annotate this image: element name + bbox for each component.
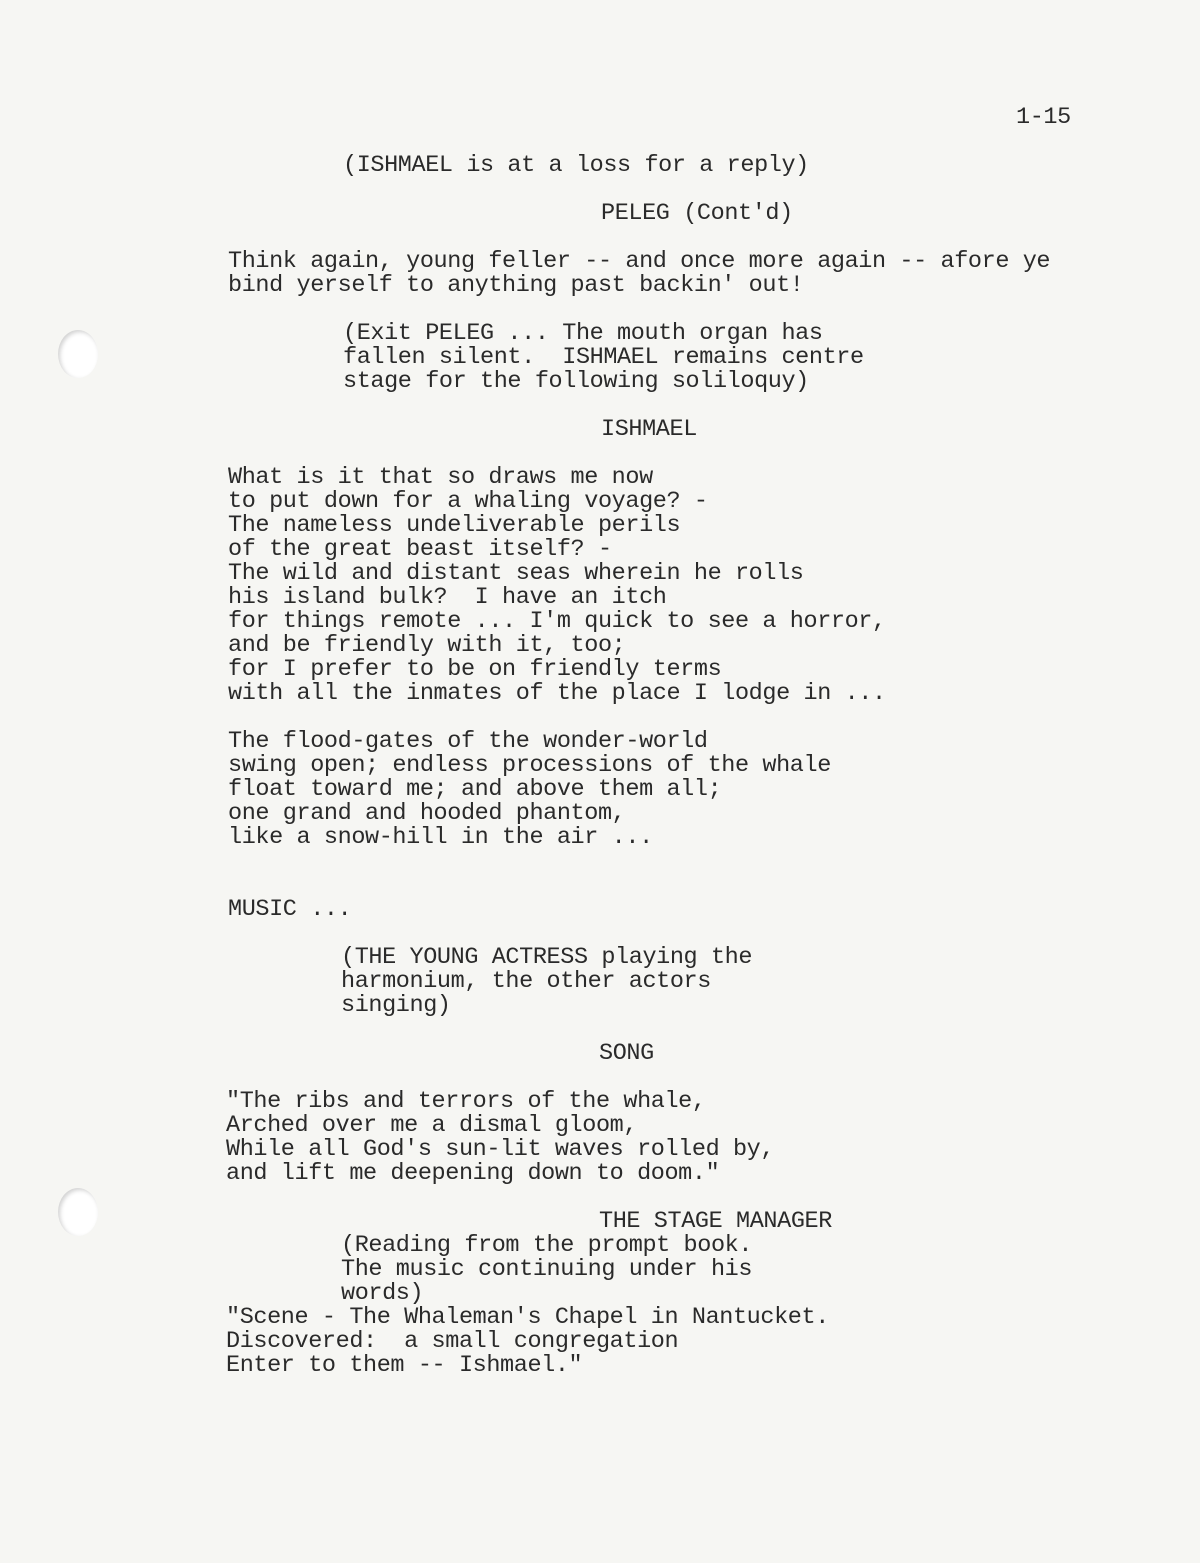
stage-direction-line: The music continuing under his <box>341 1256 753 1283</box>
dialogue-line: Enter to them -- Ishmael." <box>226 1352 583 1379</box>
dialogue-line: float toward me; and above them all; <box>228 776 722 803</box>
dialogue-line: one grand and hooded phantom, <box>228 800 626 827</box>
stage-direction-line: singing) <box>341 992 451 1019</box>
character-name: PELEG (Cont'd) <box>601 200 793 227</box>
dialogue-line: "Scene - The Whaleman's Chapel in Nantucket. <box>226 1304 829 1331</box>
dialogue-line: and be friendly with it, too; <box>228 632 626 659</box>
dialogue-line: bind yerself to anything past backin' out! <box>228 272 804 299</box>
dialogue-line: to put down for a whaling voyage? - <box>228 488 708 515</box>
song-line: and lift me deepening down to doom." <box>226 1160 720 1187</box>
stage-direction-line: (THE YOUNG ACTRESS playing the <box>341 944 753 971</box>
dialogue-line: for I prefer to be on friendly terms <box>228 656 722 683</box>
dialogue-line: of the great beast itself? - <box>228 536 612 563</box>
stage-direction-line: (Reading from the prompt book. <box>341 1232 753 1259</box>
dialogue-line: The flood-gates of the wonder-world <box>228 728 708 755</box>
stage-direction-line: (ISHMAEL is at a loss for a reply) <box>343 152 809 179</box>
page-number: 1-15 <box>1016 104 1071 131</box>
stage-direction-line: fallen silent. ISHMAEL remains centre <box>343 344 864 371</box>
song-line: While all God's sun-lit waves rolled by, <box>226 1136 775 1163</box>
stage-direction-line: stage for the following soliloquy) <box>343 368 809 395</box>
character-name: SONG <box>599 1040 654 1067</box>
dialogue-line: Discovered: a small congregation <box>226 1328 679 1355</box>
dialogue-line: like a snow-hill in the air ... <box>228 824 653 851</box>
song-line: "The ribs and terrors of the whale, <box>226 1088 706 1115</box>
dialogue-line: with all the inmates of the place I lodge in ... <box>228 680 886 707</box>
character-name: THE STAGE MANAGER <box>599 1208 832 1235</box>
stage-direction-line: words) <box>341 1280 424 1307</box>
punch-hole-bottom <box>58 1188 98 1236</box>
song-line: Arched over me a dismal gloom, <box>226 1112 638 1139</box>
dialogue-line: The wild and distant seas wherein he rolls <box>228 560 804 587</box>
character-name: ISHMAEL <box>601 416 697 443</box>
dialogue-line: for things remote ... I'm quick to see a horror, <box>228 608 886 635</box>
dialogue-line: What is it that so draws me now <box>228 464 653 491</box>
music-cue: MUSIC ... <box>228 896 352 923</box>
stage-direction-line: (Exit PELEG ... The mouth organ has <box>343 320 823 347</box>
dialogue-line: The nameless undeliverable perils <box>228 512 681 539</box>
punch-hole-top <box>58 330 98 378</box>
dialogue-line: swing open; endless processions of the whale <box>228 752 831 779</box>
stage-direction-line: harmonium, the other actors <box>341 968 711 995</box>
dialogue-line: his island bulk? I have an itch <box>228 584 667 611</box>
dialogue-line: Think again, young feller -- and once more again -- afore ye <box>228 248 1051 275</box>
